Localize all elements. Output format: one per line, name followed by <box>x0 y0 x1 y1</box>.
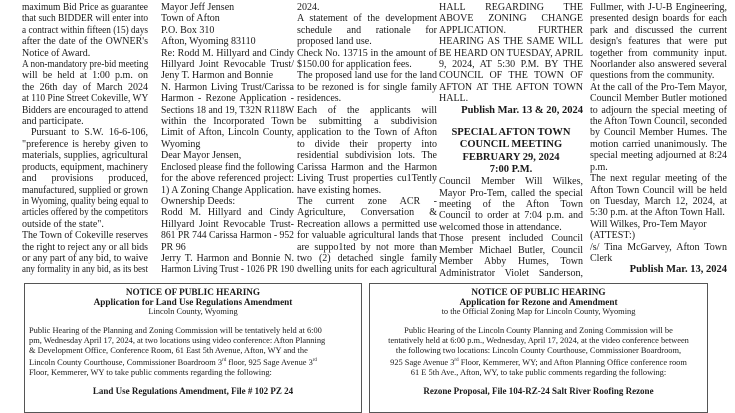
text-line: dwelling units for each agricultural <box>297 264 437 276</box>
paragraph <box>439 176 583 233</box>
text-line: to divide their property into <box>297 138 437 150</box>
text-line: manufactured, supplied or grown <box>22 184 148 196</box>
column-3 <box>297 2 437 276</box>
text-line: meeting of the Afton Town <box>439 199 583 211</box>
text-line: park and discussed the current <box>590 24 727 36</box>
text-line: COUNCIL MEETING <box>459 139 563 151</box>
headline <box>439 127 583 176</box>
text-line: Re: Rodd M. Hillyard and Cindy <box>161 47 294 59</box>
text-line: Afton, Wyoming 83110 <box>161 36 256 48</box>
paragraph <box>590 242 727 265</box>
paragraph <box>22 2 148 59</box>
text-line: to adjourn the special meeting of <box>590 104 727 116</box>
text-line: Mayor Jeff Jensen <box>161 2 235 13</box>
text-line: The proposed land use for the land <box>297 70 437 82</box>
text-line: Ownership Deeds: <box>161 195 236 207</box>
text-line: SPECIAL AFTON TOWN <box>451 127 571 139</box>
text-line: COUNCIL OF THE TOWN OF <box>439 70 583 82</box>
notice-body-line: Lincoln County Courthouse, Commissioner Boardroom 3rd floor, 925 Sage Avenue 3rd <box>29 357 317 367</box>
text-line: Carissa Harmon and the Harmon <box>297 161 437 173</box>
text-line: Bidders are encouraged to attend <box>22 104 148 116</box>
text-line: p.m. <box>590 161 608 173</box>
text-line: in Wyoming, quality being equal to <box>22 195 149 207</box>
text-line: questions from the community. <box>590 70 715 82</box>
text-line: (ATTEST:) <box>590 230 636 242</box>
text-line: A non-mandatory pre-bid meeting <box>22 59 149 71</box>
paragraph <box>297 70 437 104</box>
text-line: after the date of the OWNER's <box>22 36 148 48</box>
text-line: Jeny T. Harmon and Bonnie <box>161 70 274 82</box>
text-line: P.O. Box 310 <box>161 24 215 36</box>
paragraph <box>590 2 727 82</box>
text-line: Jerry T. Harmon and Bonnie N. <box>161 252 294 264</box>
text-line: Wyoming <box>161 138 201 150</box>
text-line: 5:30 p.m. at the Afton Town Hall. <box>590 207 725 219</box>
text-line: on Tuesday, March 12, 2024, at <box>590 195 727 207</box>
text-line: Hillyard Joint Revocable Trust- <box>161 218 294 230</box>
text-line: application to the Town of Afton <box>297 127 437 139</box>
notice-rezone-amendment <box>369 283 708 413</box>
paragraph <box>161 82 294 150</box>
text-line: Member Michael Butler, Council <box>439 244 583 256</box>
column-1 <box>22 2 148 276</box>
text-line: any formality in any bid, as its best <box>22 264 148 276</box>
notice-land-use-amendment <box>24 283 362 413</box>
text-line: Council Member Will Wilkes, <box>439 176 583 188</box>
paragraph <box>297 2 437 13</box>
text-line: Those present included Council <box>439 233 583 245</box>
notice-file-heading: Rezone Proposal, File 104-RZ-24 Salt River Roofing Rezone <box>423 385 654 396</box>
paragraph <box>297 48 437 71</box>
spacer <box>439 116 583 127</box>
notice-body-line: 925 Sage Avenue 3rd Floor, Kemmerer, WY; and Afton Planning Office conference room <box>390 357 687 367</box>
text-line: The current zone ACR - <box>297 195 437 207</box>
notice-body-line: tentatively held at 6:00 p.m., Wednesday, April 17, 2024, at the video conference between <box>388 336 689 346</box>
text-line: proposed land use. <box>297 36 372 48</box>
text-line: the 26th day of March 2024 <box>22 81 148 93</box>
text-line: Check No. 13715 in the amount of <box>297 47 437 59</box>
text-line: and provisions produced, <box>22 173 148 185</box>
text-line: FEBRUARY 29, 2024 <box>462 151 560 163</box>
notice-location: Lincoln County, Wyoming <box>148 307 238 317</box>
text-line: APPLICATION. FURTHER <box>439 24 583 36</box>
column-5 <box>590 2 727 276</box>
text-line: articles offered by the competitors <box>22 207 148 219</box>
text-line: at 110 Pine Street Cokeville, WY <box>22 93 149 105</box>
text-line: $150.00 for application fees. <box>297 59 412 71</box>
text-line: Town of Afton <box>161 13 220 25</box>
text-line: Recreation allows a permitted use <box>297 218 437 230</box>
text-line: BE HEARD ON TUESDAY, APRIL <box>439 47 583 59</box>
text-line: Limit of Afton, Lincoln County, <box>161 127 294 139</box>
text-line: design's features that were put <box>590 36 727 48</box>
notice-file-heading: Land Use Regulations Amendment, File # 102 PZ 24 <box>92 385 294 396</box>
text-line: Dear Mayor Jensen, <box>161 150 242 162</box>
column-2 <box>161 2 294 276</box>
paragraph <box>22 59 148 127</box>
text-line: HALL REGARDING THE <box>439 2 583 13</box>
paragraph <box>590 219 727 242</box>
text-line: be submitting a subdivision <box>297 116 437 128</box>
paragraph <box>161 162 294 208</box>
text-line: will be held at 1:00 p.m. on <box>22 70 148 82</box>
paragraph <box>297 105 437 196</box>
text-line: 1) A Zoning Change Application. <box>161 184 295 196</box>
text-line: for valuable agricultural lands that <box>297 230 437 242</box>
paragraph <box>161 150 294 161</box>
text-line: within the Incorporated Town <box>161 116 294 128</box>
text-line: Harmon Living Trust - 1026 PR 190 <box>161 264 294 276</box>
text-line: for the above referenced project: <box>161 173 294 185</box>
notice-location: to the Official Zoning Map for Lincoln County, Wyoming <box>441 307 636 317</box>
notice-body-line: 61 E 5th Ave., Afton, WY, to take public comments regarding the following: <box>410 367 667 377</box>
text-line: motion carried unanimously. The <box>590 138 727 150</box>
text-line: schedule and rationale for <box>297 24 437 36</box>
notice-body <box>29 326 357 377</box>
text-line: outside of the state". <box>22 218 104 230</box>
text-line: PR 96 <box>161 241 186 253</box>
paragraph <box>22 230 148 276</box>
text-line: At the call of the Pro-Tem Mayor, <box>590 81 727 93</box>
text-line: ABOVE ZONING CHANGE <box>439 13 583 25</box>
text-line: Agriculture, Conversation & <box>297 207 437 219</box>
text-line: residential subdivision lots. The <box>297 150 437 162</box>
text-line: are suppo1ted by not more than <box>297 241 437 253</box>
text-line: Publish Mar. 13 & 20, 2024 <box>461 104 583 116</box>
text-line: 861 PR 744 Carissa Harmon - 952 <box>161 230 294 242</box>
notice-body <box>374 326 703 377</box>
notice-body-line: & Development Office, Conference Room, 61 East 5th Avenue, Afton, WY and the <box>29 346 308 356</box>
text-line: The next regular meeting of the <box>590 173 727 185</box>
paragraph <box>161 207 294 253</box>
text-line: the right to reject any or all bids <box>22 241 149 253</box>
notice-body-line: Public Hearing of the Lincoln County Planning and Zoning Commission will be <box>404 326 673 336</box>
publish-line <box>590 264 727 275</box>
text-line: together from community input. <box>590 47 727 59</box>
text-line: Each of the applicants will <box>297 104 437 116</box>
text-line: Noorlander also answered several <box>590 59 727 71</box>
notice-body-line: the following two locations: Lincoln County Courthouse, Commissioner Boardroom, <box>395 346 682 356</box>
text-line: The Town of Cokeville reserves <box>22 230 148 242</box>
text-line: HALL. <box>439 93 469 105</box>
text-line: maximum Bid Price as guarantee <box>22 2 148 13</box>
text-line: Notice of Award. <box>22 47 91 59</box>
paragraph <box>22 127 148 230</box>
paragraph <box>297 196 437 276</box>
publish-line <box>439 105 583 116</box>
text-line: A statement of the development <box>297 13 437 25</box>
text-line: Mayor Pro-Tem, called the special <box>439 187 583 199</box>
paragraph <box>590 173 727 219</box>
text-line: /s/ Tina McGarvey, Afton Town <box>590 241 727 253</box>
text-line: Afton Town Council will be held <box>590 184 727 196</box>
paragraph <box>161 2 294 48</box>
text-line: presented design boards for each <box>590 13 727 25</box>
paragraph <box>439 2 583 105</box>
text-line: Administrator Violet Sanderson, <box>439 267 583 279</box>
text-line: Rodd M. Hillyard and Cindy <box>161 207 294 219</box>
text-line: Member Abby Humes, Town <box>439 256 583 268</box>
text-line: the Afton Town Council, seconded <box>590 116 727 128</box>
text-line: products, equipment, machinery <box>22 161 148 173</box>
text-line: Hillyard Joint Revocable Trust/ <box>161 59 294 71</box>
notice-body-line: Floor, Kemmerer, WY to take public comments regarding the following: <box>29 367 272 377</box>
notice-title: NOTICE OF PUBLIC HEARING <box>125 287 261 297</box>
paragraph <box>297 13 437 47</box>
text-line: AFTON AT THE AFTON TOWN <box>439 81 583 93</box>
text-line: N. Harmon Living Trust/Carissa <box>161 81 294 93</box>
text-line: by Council Member Humes. The <box>590 127 727 139</box>
text-line: Clerk <box>590 252 613 264</box>
text-line: or any part of any bid, to waive <box>22 252 148 264</box>
notice-body-line: Public Hearing of the Planning and Zoning Commission will be tentatively held at 6:00 <box>29 326 322 336</box>
text-line: "preference is hereby given to <box>22 138 148 150</box>
text-line: Publish Mar. 13, 2024 <box>629 264 727 276</box>
paragraph <box>590 82 727 173</box>
column-4 <box>439 2 583 279</box>
text-line: Will Wilkes, Pro-Tem Mayor <box>590 218 707 230</box>
notice-title: NOTICE OF PUBLIC HEARING <box>471 287 606 297</box>
text-line: Enclosed please find the following <box>161 161 294 173</box>
text-line: Sections 18 and 19, T32N R118W <box>161 104 295 116</box>
text-line: Living Trust properties cu1Tently <box>297 173 437 185</box>
text-line: two (2) detached single family <box>297 252 437 264</box>
text-line: HEARING AS THE SAME WILL <box>439 36 583 48</box>
text-line: Fullmer, with J-U-B Engineering, <box>590 2 727 13</box>
paragraph <box>439 233 583 279</box>
text-line: Council to order at 7:04 p.m. and <box>439 210 583 222</box>
paragraph <box>161 253 294 276</box>
text-line: special meeting adjourned at 8:24 <box>590 150 727 162</box>
text-line: and participate. <box>22 116 84 128</box>
text-line: Harmon - Rezone Application - <box>161 93 294 105</box>
text-line: materials, supplies, agricultural <box>22 150 148 162</box>
text-line: 2024. <box>297 2 320 13</box>
paragraph <box>161 48 294 82</box>
text-line: Council Member Butler motioned <box>590 93 727 105</box>
notice-subtitle: Application for Land Use Regulations Amendment <box>93 297 293 308</box>
text-line: a contract within fifteen (15) days <box>22 24 148 36</box>
notice-subtitle: Application for Rezone and Amendment <box>459 297 618 308</box>
text-line: that such BIDDER will enter into <box>22 13 149 25</box>
text-line: have existing homes. <box>297 184 382 196</box>
text-line: Pursuant to S.W. 16-6-106, <box>31 127 148 139</box>
text-line: 7:00 P.M. <box>489 163 533 175</box>
notice-body-line: pm, Wednesday April 17, 2024, at two locations using video conference: Afton Planning <box>29 336 326 346</box>
text-line: 9, 2024, AT 5:30 P.M. BY THE <box>439 59 583 71</box>
text-line: welcomed those in attendance. <box>439 221 562 233</box>
text-line: to be rezoned is for single family <box>297 81 437 93</box>
text-line: residences. <box>297 93 342 105</box>
